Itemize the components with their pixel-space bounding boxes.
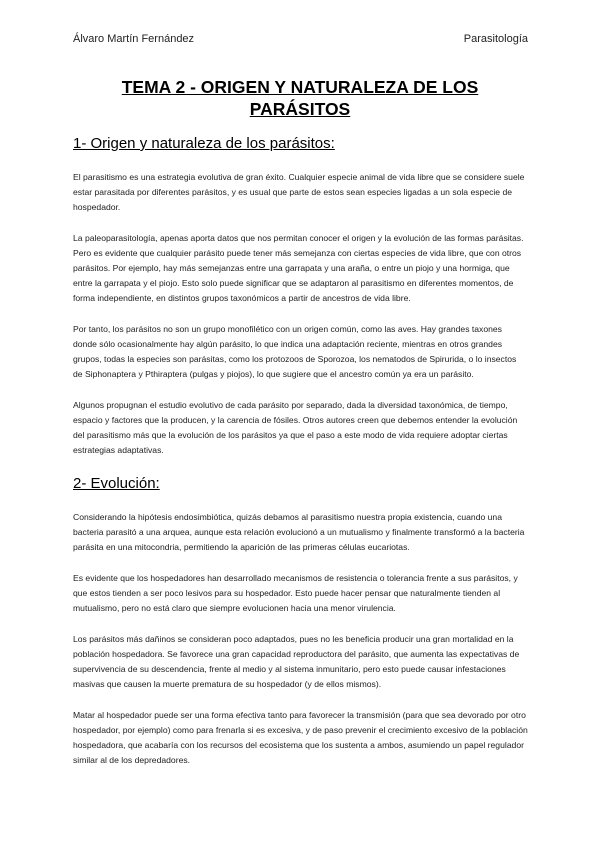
- paragraph: El parasitismo es una estrategia evolutiva de gran éxito. Cualquier especie animal de vida libre que se considere suele estar parasitada por diferentes parásitos, y es usual que parte de estos sean especies ligadas a un sola especie de hospedador.: [73, 172, 525, 212]
- document-body: [73, 134, 528, 784]
- header-subject: Parasitología: [463, 33, 528, 45]
- page-title: [60, 76, 540, 120]
- section-heading-origen: 1- Origen y naturaleza de los parásitos:: [73, 135, 335, 152]
- paragraph: La paleoparasitología, apenas aporta datos que nos permitan conocer el origen y la evolución de las formas parásitas. Pero es evidente que cualquier parásito puede tener más semejanza con ciertas especies de vida libre, que con otros parásitos. Por ejemplo, hay más semejanzas entre una garrapata y una araña, o entre un piojo y una hormiga, que entre la garrapata y el piojo. Esto solo puede significar que se adaptaron al parasitismo en diferentes momentos, de forma independiente, en distintos grupos taxonómicos a partir de ancestros de vida libre.: [73, 233, 524, 303]
- paragraph: Es evidente que los hospedadores han desarrollado mecanismos de resistencia o tolerancia frente a sus parásitos, y que estos tienden a ser poco lesivos para su hospedador. Esto puede hacer pensar que naturalmente tienden al mutualismo, pero no está claro que siempre evolucionen hacia una menor virulencia.: [73, 573, 518, 613]
- paragraph: Algunos propugnan el estudio evolutivo de cada parásito por separado, dada la diversidad taxonómica, de tiempo, espacio y factores que la producen, y la carencia de fósiles. Otros autores creen que debemos entender la evolución del parasitismo más que la evolución de los parásitos ya que el paso a este modo de vida requiere adoptar ciertas estrategias adaptativas.: [73, 400, 518, 455]
- paragraph: Matar al hospedador puede ser una forma efectiva tanto para favorecer la transmisión (para que sea devorado por otro hospedador, por ejemplo) como para frenarla si es excesiva, y de paso prevenir el crecimiento excesivo de la población hospedadora, que acabaría con los recursos del ecosistema que los sustenta a ambos, asumiendo un papel regulador similar al de los depredadores.: [73, 710, 528, 765]
- page-header: [73, 33, 528, 49]
- page-title-line-2: PARÁSITOS: [249, 99, 351, 119]
- paragraph: Los parásitos más dañinos se consideran poco adaptados, pues no les beneficia producir una gran mortalidad en la población hospedadora. Se favorece una gran capacidad reproductora del parásito, que aumenta las expectativas de supervivencia de su descendencia, frente al medio y al sistema inmunitario, pero esto puede causar infestaciones masivas que causen la muerte prematura de su hospedador (y de ellos mismos).: [73, 634, 520, 689]
- paragraph: Por tanto, los parásitos no son un grupo monofilético con un origen común, como las aves. Hay grandes taxones donde sólo ocasionalmente hay algún parásito, lo que indica una adaptación reciente, mientras en otros grandes grupos, todas la especies son parásitas, como los protozoos de Sporozoa, los nematodos de Spirurida, o lo insectos de Siphonaptera y Pthiraptera (pulgas y piojos), lo que sugiere que el ancestro común ya era un parásito.: [73, 324, 517, 379]
- header-author: Álvaro Martín Fernández: [73, 33, 195, 45]
- paragraph: Considerando la hipótesis endosimbiótica, quizás debamos al parasitismo nuestra propia existencia, cuando una bacteria parasitó a una arquea, aunque esta relación evolucionó a un mutualismo y finalmente transformó a la bacteria parásita en una mitocondria, permitiendo la aparición de las primeras células eucariotas.: [73, 512, 525, 552]
- page-title-line-1: TEMA 2 - ORIGEN Y NATURALEZA DE LOS: [121, 77, 479, 97]
- section-heading-evolucion: 2- Evolución:: [73, 475, 160, 492]
